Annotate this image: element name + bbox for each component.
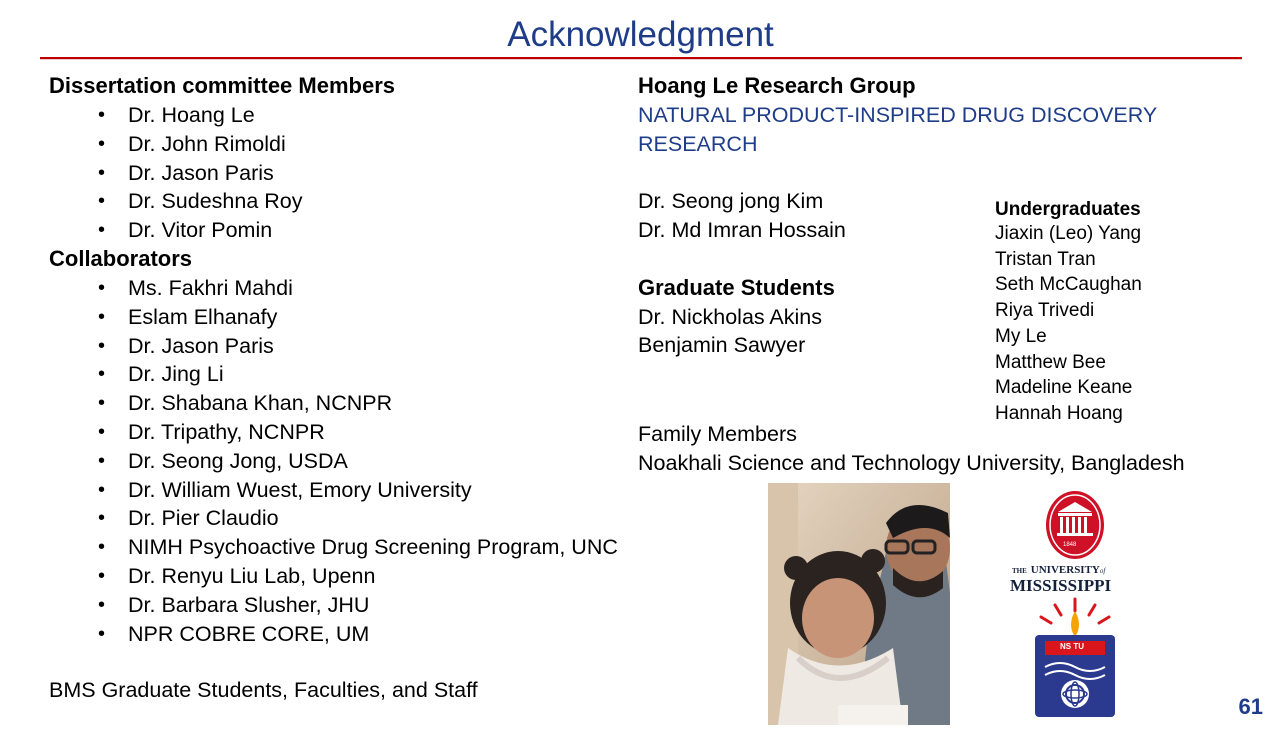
list-item: • Dr. John Rimoldi [128, 130, 303, 159]
postdoc-name: Dr. Seong jong Kim [638, 189, 824, 213]
bullet-icon: • [98, 420, 106, 443]
list-item: Madeline Keane [995, 377, 1133, 399]
research-group-subtitle-1: NATURAL PRODUCT-INSPIRED DRUG DISCOVERY [638, 103, 1158, 127]
list-item: • Dr. Shabana Khan, NCNPR [128, 389, 618, 418]
list-item: Seth McCaughan [995, 274, 1142, 296]
list-item: • Dr. Jason Paris [128, 159, 303, 188]
slide-title: Acknowledgment [507, 15, 774, 54]
list-item: • Dr. Seong Jong, USDA [128, 447, 618, 476]
list-item: • Dr. Tripathy, NCNPR [128, 418, 618, 447]
nstu-letters: NS TU [1060, 642, 1084, 651]
list-item: • Dr. Renyu Liu Lab, Upenn [128, 562, 618, 591]
list-item: • Dr. Jason Paris [128, 332, 618, 361]
bullet-icon: • [98, 334, 106, 357]
list-item: Hannah Hoang [995, 402, 1123, 424]
page-number: 61 [1238, 694, 1263, 719]
committee-list [98, 101, 303, 245]
collaborators-list [98, 274, 618, 648]
list-item: • NPR COBRE CORE, UM [128, 620, 618, 649]
list-item: • Dr. William Wuest, Emory University [128, 476, 618, 505]
grad-student-name: Benjamin Sawyer [638, 333, 806, 357]
um-the: THE [1012, 567, 1027, 575]
bullet-icon: • [98, 305, 106, 328]
research-group-heading: Hoang Le Research Group [638, 73, 916, 98]
um-wordmark [1012, 560, 1152, 594]
bms-acknowledgment: BMS Graduate Students, Faculties, and Staff [49, 678, 478, 702]
collaborators-heading: Collaborators [49, 246, 193, 271]
university-line: Noakhali Science and Technology University, Bangladesh [638, 451, 1185, 475]
list-item: • Dr. Vitor Pomin [128, 216, 303, 245]
bullet-icon: • [98, 132, 106, 155]
bullet-icon: • [98, 190, 106, 213]
undergraduates-heading: Undergraduates [995, 199, 1141, 220]
list-item: Jiaxin (Leo) Yang [995, 223, 1142, 244]
nstu-logo [1025, 597, 1125, 722]
family-photo-illustration [768, 483, 950, 725]
bullet-icon: • [98, 449, 106, 472]
list-item: • Ms. Fakhri Mahdi [128, 274, 618, 303]
postdoc-name: Dr. Md Imran Hossain [638, 218, 846, 242]
list-item: • Dr. Jing Li [128, 360, 618, 389]
um-of: of [1099, 567, 1106, 575]
bullet-icon: • [98, 277, 106, 299]
list-item: Matthew Bee [995, 351, 1106, 373]
list-item: • Dr. Barbara Slusher, JHU [128, 591, 618, 620]
list-item: • NIMH Psychoactive Drug Screening Program, UNC [128, 533, 618, 562]
research-group-subtitle-2: RESEARCH [638, 132, 758, 156]
university-of-mississippi-logo [1000, 488, 1150, 596]
bullet-icon: • [98, 219, 106, 242]
bullet-icon: • [98, 507, 106, 530]
list-item: • Dr. Sudeshna Roy [128, 187, 303, 216]
bullet-icon: • [98, 161, 106, 184]
list-item: • Dr. Hoang Le [128, 101, 303, 130]
family-photo [768, 483, 950, 725]
grad-students-heading: Graduate Students [638, 275, 835, 300]
title-divider-shadow [40, 59, 1242, 60]
list-item: • Eslam Elhanafy [128, 303, 618, 332]
family-members: Family Members [638, 422, 797, 446]
bullet-icon: • [98, 392, 106, 415]
bullet-icon: • [98, 104, 106, 126]
bullet-icon: • [98, 564, 106, 587]
um-state: MISSISSIPPI [1010, 576, 1112, 595]
list-item: • Dr. Pier Claudio [128, 504, 618, 533]
list-item: My Le [995, 325, 1047, 347]
um-university: UNIVERSITY [1030, 564, 1100, 576]
list-item: Riya Trivedi [995, 300, 1095, 322]
bullet-icon: • [98, 478, 106, 501]
list-item: Tristan Tran [995, 248, 1096, 270]
bullet-icon: • [98, 363, 106, 386]
grad-student-name: Dr. Nickholas Akins [638, 305, 823, 329]
undergraduates-list [995, 221, 1142, 427]
bullet-icon: • [98, 593, 106, 616]
committee-heading: Dissertation committee Members [49, 73, 395, 98]
um-year: 1848 [1063, 542, 1077, 548]
nstu-emblem-icon [1025, 597, 1125, 722]
bullet-icon: • [98, 536, 106, 559]
bullet-icon: • [98, 622, 106, 645]
